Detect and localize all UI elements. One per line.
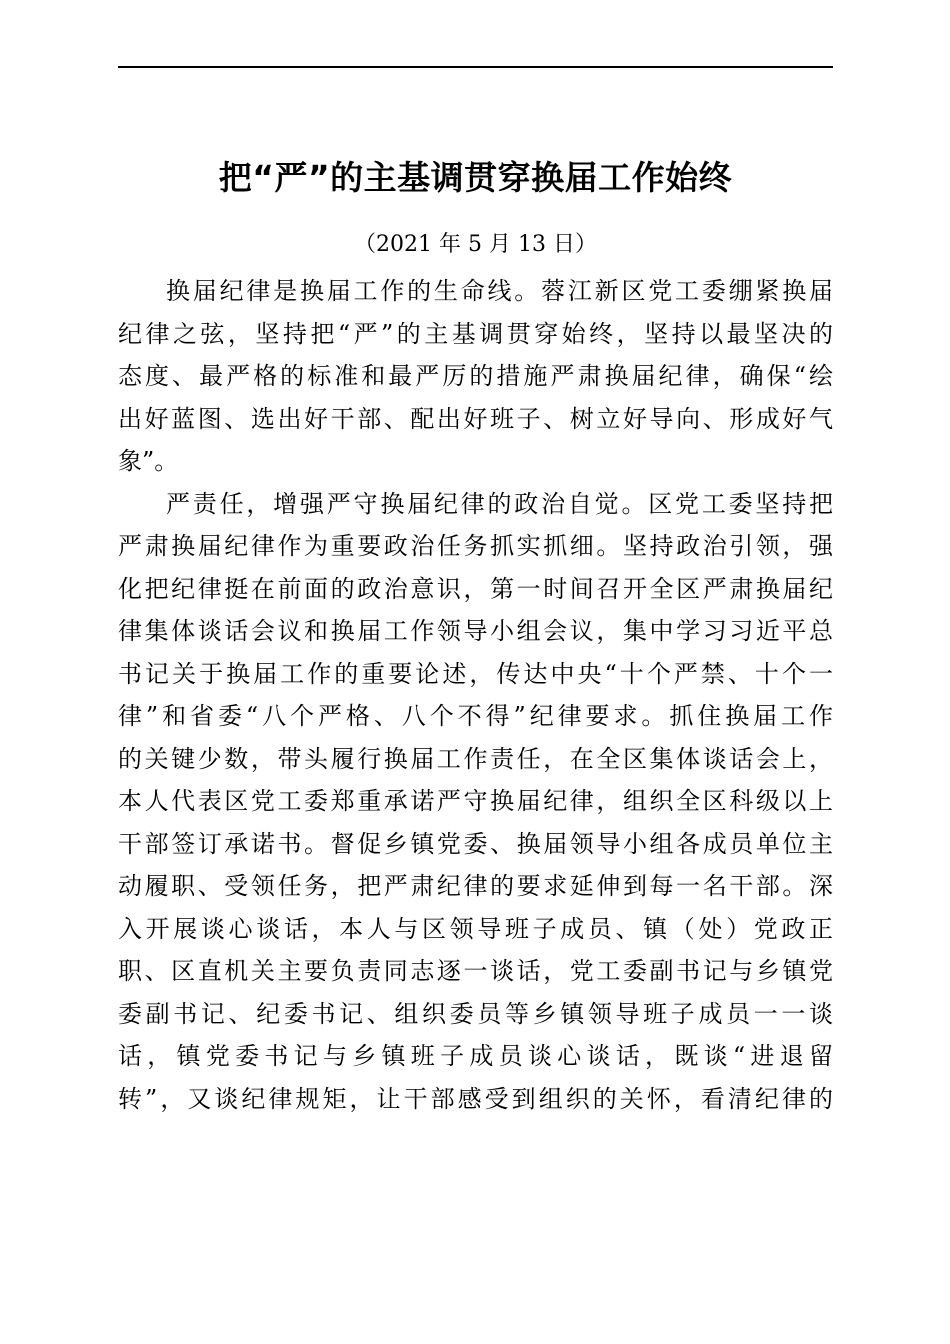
body-text-line: 职、区直机关主要负责同志逐一谈话，党工委副书记与乡镇党 — [118, 957, 833, 985]
body-text-line: 律”和省委“八个严格、八个不得”纪律要求。抓住换届工作 — [118, 702, 833, 730]
body-text-line: 象”。 — [118, 447, 179, 475]
body-text-line: 严责任，增强严守换届纪律的政治自觉。区党工委坚持把 — [166, 489, 833, 518]
body-text-line: 换届纪律是换届工作的生命线。蓉江新区党工委绷紧换届 — [166, 277, 833, 305]
body-text-line: 干部签订承诺书。督促乡镇党委、换届领导小组各成员单位主 — [118, 829, 833, 858]
body-text-line: 书记关于换届工作的重要论述，传达中央“十个严禁、十个一 — [118, 659, 833, 688]
body-text-line: 本人代表区党工委郑重承诺严守换届纪律，组织全区科级以上 — [118, 787, 833, 815]
body-text-line: 入开展谈心谈话，本人与区领导班子成员、镇（处）党政正 — [118, 914, 833, 943]
body-text-line: 律集体谈话会议和换届工作领导小组会议，集中学习习近平总 — [118, 617, 833, 645]
body-text-line: 话，镇党委书记与乡镇班子成员谈心谈话，既谈“进退留 — [118, 1042, 833, 1070]
body-text-line: 委副书记、纪委书记、组织委员等乡镇领导班子成员一一谈 — [118, 999, 833, 1028]
body-text-line: 化把纪律挺在前面的政治意识，第一时间召开全区严肃换届纪 — [118, 574, 833, 603]
document-title: 把“严”的主基调贯穿换届工作始终 — [218, 158, 733, 197]
document-date: （2021 年 5 月 13 日） — [354, 232, 597, 257]
document-body — [118, 270, 833, 1120]
body-text-line: 严肃换届纪律作为重要政治任务抓实抓细。坚持政治引领，强 — [118, 532, 833, 560]
body-text-line: 转”，又谈纪律规矩，让干部感受到组织的关怀，看清纪律的 — [118, 1084, 833, 1113]
header-rule — [118, 66, 833, 68]
body-text-line: 出好蓝图、选出好干部、配出好班子、树立好导向、形成好气 — [118, 404, 833, 433]
body-text-line: 态度、最严格的标准和最严厉的措施严肃换届纪律，确保“绘 — [118, 362, 833, 390]
body-text-line: 纪律之弦，坚持把“严”的主基调贯穿始终，坚持以最坚决的 — [118, 319, 833, 348]
body-text-line: 动履职、受领任务，把严肃纪律的要求延伸到每一名干部。深 — [118, 872, 833, 900]
body-text-line: 的关键少数，带头履行换届工作责任，在全区集体谈话会上， — [118, 744, 833, 773]
